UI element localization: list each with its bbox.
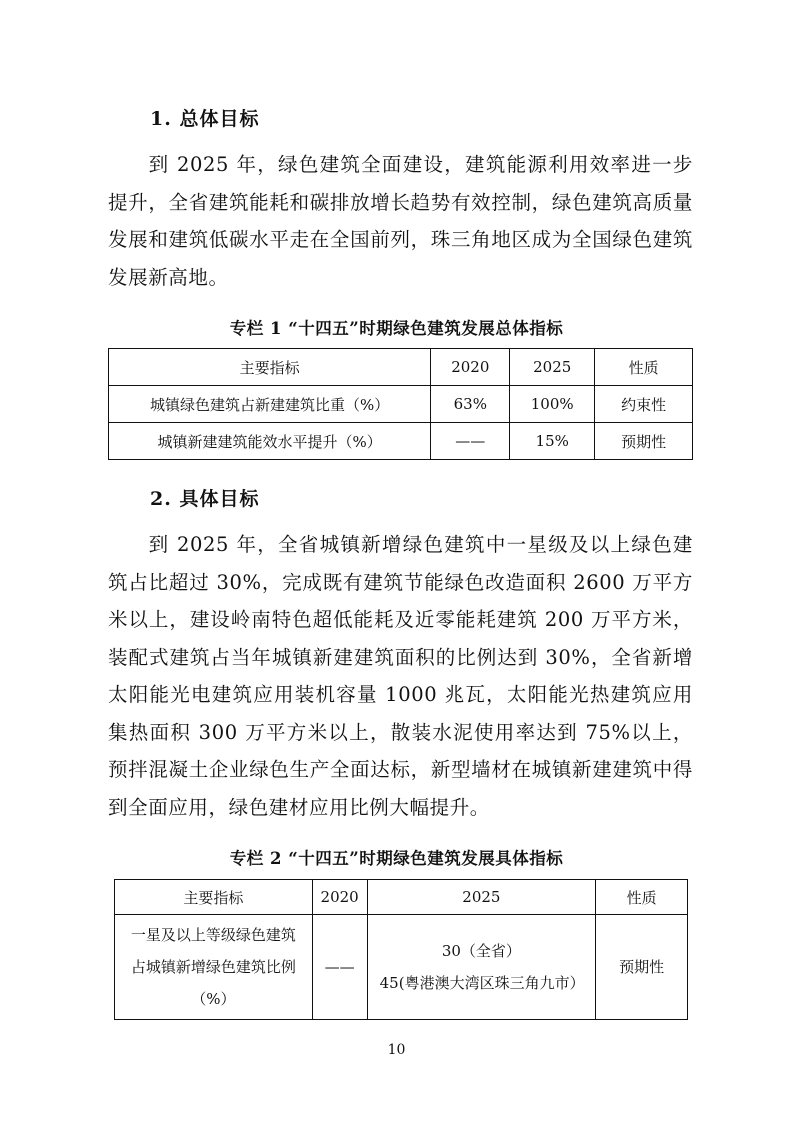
table-2-caption: 专栏 2 “十四五”时期绿色建筑发展具体指标 xyxy=(229,849,564,868)
table-cell-nature: 预期性 xyxy=(596,915,688,1020)
table-cell: 约束性 xyxy=(595,386,693,423)
table-cell-2025 xyxy=(367,915,596,1020)
table-cell: 城镇绿色建筑占新建建筑比重（%） xyxy=(109,386,431,423)
section-1-paragraph xyxy=(108,146,693,296)
section-1-paragraph-text: 到 2025 年，绿色建筑全面建设，建筑能源利用效率进一步提升，全省建筑能耗和碳排放增长趋势有效控制，绿色建筑高质量发展和建筑低碳水平走在全国前列，珠三角地区成为全国绿色建筑发展新高地。 xyxy=(108,153,693,289)
table-2-header-cell: 性质 xyxy=(596,880,688,915)
table-cell: 预期性 xyxy=(595,423,693,460)
table-2 xyxy=(114,879,688,1020)
section-2-paragraph xyxy=(108,526,693,826)
table-cell: 63% xyxy=(431,386,510,423)
table-1-caption: 专栏 1 “十四五”时期绿色建筑发展总体指标 xyxy=(229,319,564,338)
value-2025-province: 30（全省） xyxy=(441,942,521,960)
table-cell: 城镇新建建筑能效水平提升（%） xyxy=(109,423,431,460)
table-row xyxy=(115,915,688,1020)
table-row xyxy=(109,386,693,423)
value-2025-bay-area: 45(粤港澳大湾区珠三角九市） xyxy=(379,974,585,992)
table-1 xyxy=(108,348,693,460)
table-cell: —— xyxy=(431,423,510,460)
table-2-header-cell: 主要指标 xyxy=(115,880,313,915)
section-1-heading: 1. 总体目标 xyxy=(150,108,260,130)
table-cell: 100% xyxy=(510,386,595,423)
table-cell-2020: —— xyxy=(312,915,367,1020)
section-2-paragraph-text: 到 2025 年，全省城镇新增绿色建筑中一星级及以上绿色建筑占比超过 30%，完成既有建筑节能绿色改造面积 2600 万平方米以上，建设岭南特色超低能耗及近零能耗建筑 200 万平方米，装配式建筑占当年城镇新建建筑面积的比例达到 30%，全省新增太阳能光电建筑应用装机容量 1000 兆瓦，太阳能光热建筑应用集热面积 300 万平方米以上，散装水泥使用率达到 75%以上，预拌混凝土企业绿色生产全面达标，新型墙材在城镇新建建筑中得到全面应用，绿色建材应用比例大幅提升。 xyxy=(108,533,693,819)
table-2-header-row xyxy=(115,880,688,915)
table-1-header-cell: 性质 xyxy=(595,349,693,386)
section-2-heading: 2. 具体目标 xyxy=(150,488,260,510)
table-1-header-cell: 2025 xyxy=(510,349,595,386)
table-1-header-cell: 2020 xyxy=(431,349,510,386)
table-cell: 15% xyxy=(510,423,595,460)
page-number: 10 xyxy=(387,1042,406,1058)
table-row xyxy=(109,423,693,460)
table-2-header-cell: 2025 xyxy=(367,880,596,915)
table-2-header-cell: 2020 xyxy=(312,880,367,915)
table-1-header-cell: 主要指标 xyxy=(109,349,431,386)
table-1-header-row xyxy=(109,349,693,386)
table-cell-indicator: 一星及以上等级绿色建筑占城镇新增绿色建筑比例（%） xyxy=(115,915,313,1020)
